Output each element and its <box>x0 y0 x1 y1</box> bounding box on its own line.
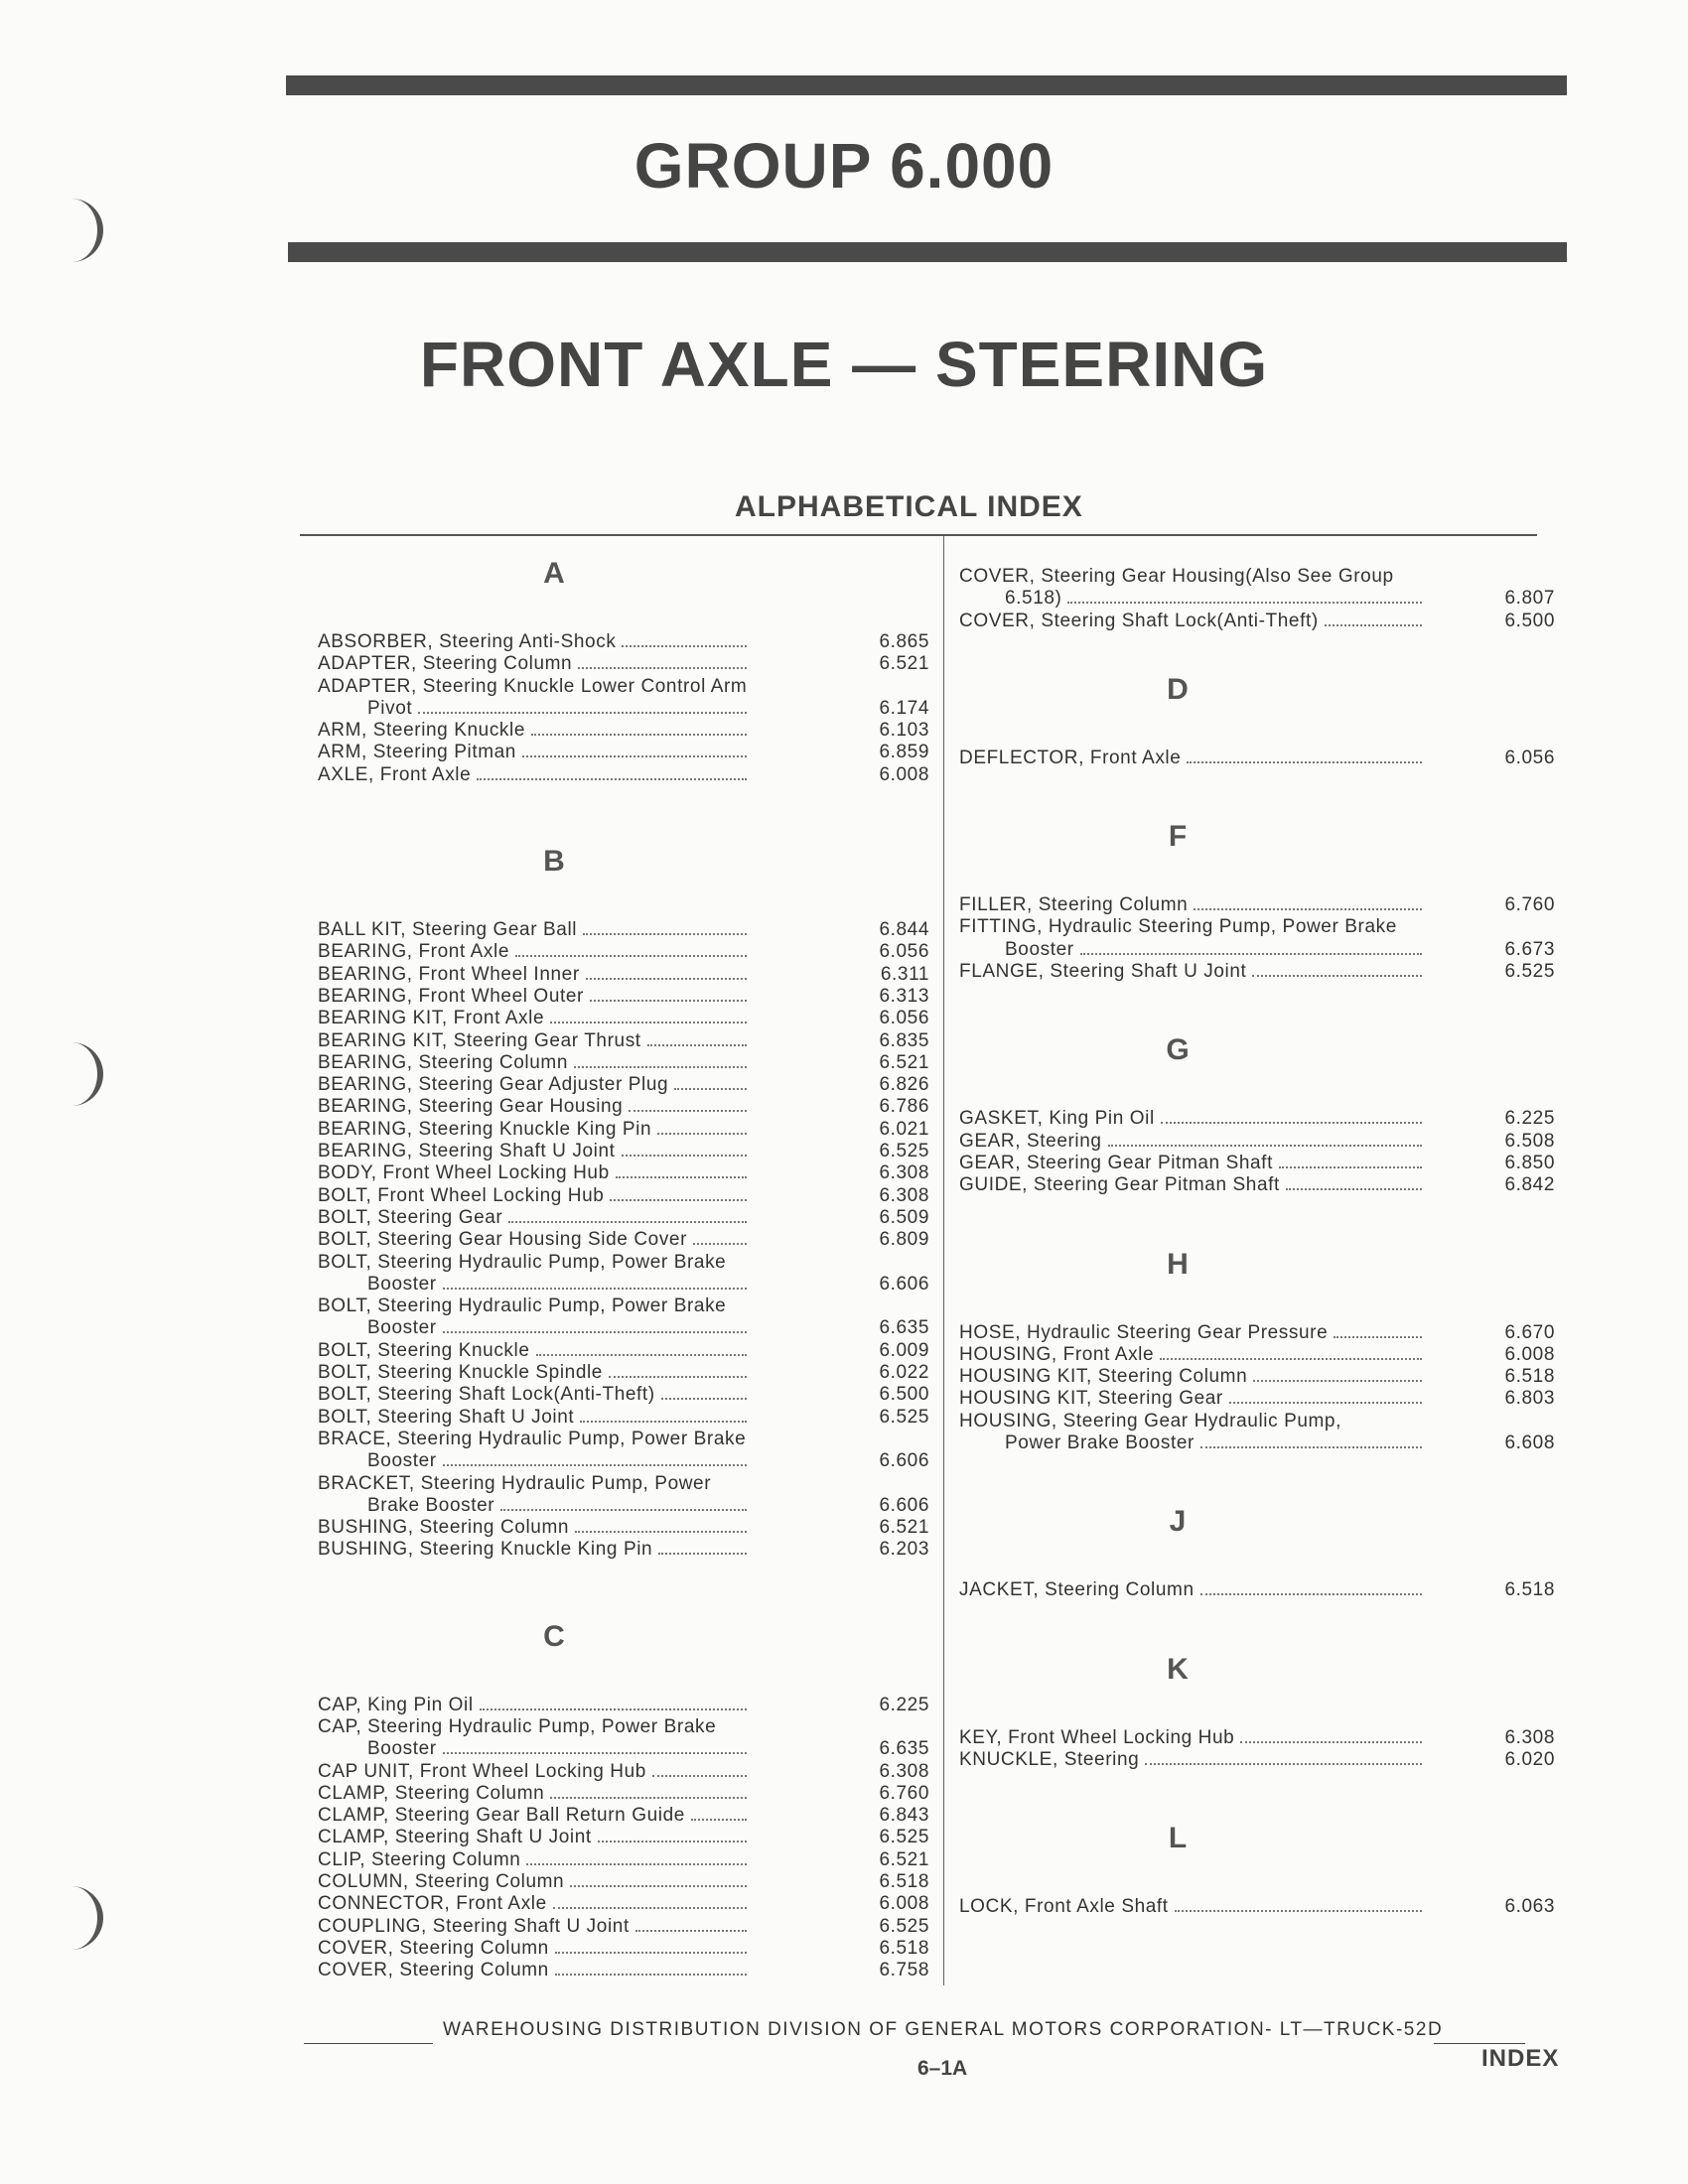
index-section <box>318 844 929 1562</box>
entry-page-number: 6.525 <box>879 1141 929 1162</box>
index-entry <box>959 748 1555 769</box>
dot-leader <box>480 1708 747 1710</box>
entry-page-number: 6.008 <box>879 1893 929 1915</box>
index-entry <box>318 1539 929 1561</box>
entry-page-number: 6.174 <box>879 697 929 719</box>
entry-label: ARM, Steering Pitman <box>318 742 516 763</box>
entry-label: FITTING, Hydraulic Steering Pump, Power Brake <box>959 916 1397 938</box>
entry-page-number: 6.525 <box>879 1827 929 1848</box>
entry-page-number: 6.521 <box>879 1517 929 1539</box>
index-entry <box>318 941 929 963</box>
index-entry <box>318 1407 929 1429</box>
dot-leader <box>575 1531 747 1533</box>
entry-label: COVER, Steering Shaft Lock(Anti-Theft) <box>959 610 1319 631</box>
entry-label: LOCK, Front Axle Shaft <box>959 1896 1169 1918</box>
dot-leader <box>583 933 747 935</box>
entry-label: KNUCKLE, Steering <box>959 1748 1140 1770</box>
index-entry <box>318 1473 929 1518</box>
entry-page-number: 6.021 <box>879 1118 929 1140</box>
index-entry <box>318 1141 929 1162</box>
entry-page-number: 6.020 <box>1504 1748 1555 1770</box>
dot-leader <box>693 1243 747 1245</box>
entry-page-number: 6.786 <box>879 1096 929 1118</box>
entry-label: CLAMP, Steering Shaft U Joint <box>318 1827 592 1848</box>
section-letter: L <box>1168 1822 1188 1855</box>
entry-page-number: 6.308 <box>879 1760 929 1782</box>
section-letter: G <box>1166 1033 1190 1067</box>
section-letter: C <box>543 1619 565 1653</box>
index-entry <box>318 1119 929 1141</box>
header-band-middle <box>288 242 1567 262</box>
entry-label: COVER, Steering Column <box>318 1960 549 1981</box>
entry-label: HOUSING KIT, Steering Column <box>959 1366 1248 1388</box>
entry-label: Booster <box>367 1450 437 1472</box>
dot-leader <box>1175 1910 1422 1912</box>
dot-leader <box>553 1907 747 1909</box>
index-entry <box>318 1783 929 1805</box>
page-number: 6–1A <box>917 2057 968 2080</box>
dot-leader <box>1252 975 1422 977</box>
index-entry <box>318 1296 929 1340</box>
entry-page-number: 6.509 <box>879 1206 929 1228</box>
index-entry <box>959 611 1555 632</box>
index-entry <box>959 1131 1555 1153</box>
dot-leader <box>555 1974 747 1976</box>
entry-label: Booster <box>367 1317 437 1339</box>
entry-label: DEFLECTOR, Front Axle <box>959 747 1182 768</box>
entry-page-number: 6.859 <box>879 742 929 763</box>
index-entry <box>318 720 929 742</box>
entry-label: BEARING, Steering Column <box>318 1051 568 1073</box>
entry-label: ADAPTER, Steering Knuckle Lower Control Arm <box>318 675 748 697</box>
entry-label: FILLER, Steering Column <box>959 894 1189 916</box>
index-entry <box>318 676 929 721</box>
entry-label: CAP UNIT, Front Wheel Locking Hub <box>318 1760 646 1782</box>
index-entry <box>318 764 929 786</box>
binder-hole-mark <box>70 1886 103 1950</box>
dot-leader <box>443 1752 747 1754</box>
index-entry <box>318 1207 929 1229</box>
entry-label: ABSORBER, Steering Anti-Shock <box>318 631 617 652</box>
dot-leader <box>526 1863 747 1865</box>
entry-label: BOLT, Steering Gear Housing Side Cover <box>318 1229 688 1251</box>
entry-page-number: 6.606 <box>879 1494 929 1516</box>
footer-rule-left <box>304 2043 433 2044</box>
section-letter: F <box>1168 820 1188 854</box>
entry-page-number: 6.635 <box>879 1317 929 1339</box>
entry-page-number: 6.518 <box>879 1937 929 1959</box>
entry-page-number: 6.525 <box>879 1406 929 1428</box>
dot-leader <box>508 1221 747 1223</box>
index-section <box>959 1821 1555 1918</box>
entry-label: HOSE, Hydraulic Steering Gear Pressure <box>959 1321 1329 1343</box>
index-section <box>959 672 1555 769</box>
entry-label: BUSHING, Steering Column <box>318 1517 570 1539</box>
index-entry <box>959 566 1555 611</box>
entry-label: ARM, Steering Knuckle <box>318 720 526 742</box>
entry-page-number: 6.835 <box>879 1029 929 1051</box>
dot-leader <box>443 1464 747 1466</box>
index-entry <box>318 1340 929 1362</box>
section-letter: H <box>1167 1247 1189 1281</box>
entry-page-number: 6.518 <box>1504 1366 1555 1388</box>
dot-leader <box>658 1553 747 1555</box>
section-letter: K <box>1167 1652 1189 1686</box>
dot-leader <box>598 1841 747 1843</box>
dot-leader <box>1325 624 1422 626</box>
dot-leader <box>1187 761 1422 763</box>
entry-label: HOUSING, Steering Gear Hydraulic Pump, <box>959 1410 1341 1432</box>
index-entry <box>318 742 929 763</box>
index-entry <box>318 1827 929 1848</box>
footer-rule-right <box>1434 2043 1525 2044</box>
dot-leader <box>1108 1145 1422 1147</box>
dot-leader <box>477 778 747 780</box>
index-entry <box>959 1727 1555 1749</box>
entry-page-number: 6.022 <box>879 1362 929 1384</box>
entry-label: BEARING, Steering Gear Housing <box>318 1096 624 1118</box>
dot-leader <box>657 1133 747 1135</box>
index-entry <box>318 1761 929 1783</box>
entry-page-number: 6.500 <box>879 1384 929 1406</box>
entry-label: AXLE, Front Axle <box>318 763 472 785</box>
entry-label: BEARING, Front Wheel Outer <box>318 985 584 1007</box>
entry-page-number: 6.518 <box>1504 1579 1555 1601</box>
index-entry <box>959 1579 1555 1601</box>
dot-leader <box>522 755 747 757</box>
dot-leader <box>580 1421 747 1423</box>
entry-label: BEARING KIT, Steering Gear Thrust <box>318 1029 641 1051</box>
section-letter: A <box>543 557 565 590</box>
dot-leader <box>1080 953 1422 955</box>
entry-label: GEAR, Steering Gear Pitman Shaft <box>959 1152 1273 1173</box>
dot-leader <box>536 1354 747 1356</box>
entry-label: BRACKET, Steering Hydraulic Pump, Power <box>318 1472 712 1494</box>
entry-page-number: 6.803 <box>1504 1388 1555 1410</box>
entry-label: FLANGE, Steering Shaft U Joint <box>959 961 1247 983</box>
index-entry <box>318 919 929 941</box>
index-entry <box>318 1362 929 1384</box>
entry-page-number: 6.203 <box>879 1539 929 1561</box>
entry-label: BOLT, Steering Gear <box>318 1206 503 1228</box>
entry-label: Power Brake Booster <box>1005 1433 1195 1454</box>
dot-leader <box>443 1331 747 1333</box>
dot-leader <box>661 1398 747 1400</box>
index-entry <box>318 1517 929 1539</box>
entry-label: BOLT, Steering Shaft Lock(Anti-Theft) <box>318 1384 655 1406</box>
entry-label: COLUMN, Steering Column <box>318 1871 565 1893</box>
index-entry <box>959 916 1555 961</box>
section-letter: J <box>1169 1505 1187 1539</box>
entry-label: BEARING, Front Wheel Inner <box>318 963 580 985</box>
entry-label: CAP, Steering Hydraulic Pump, Power Brake <box>318 1715 717 1737</box>
entry-page-number: 6.056 <box>879 1008 929 1029</box>
dot-leader <box>652 1775 747 1777</box>
entry-label: Booster <box>1005 938 1074 960</box>
entry-page-number: 6.308 <box>879 1162 929 1184</box>
entry-label: CLAMP, Steering Gear Ball Return Guide <box>318 1805 685 1827</box>
entry-label: BEARING, Steering Knuckle King Pin <box>318 1118 652 1140</box>
index-column-right <box>959 566 1555 1919</box>
dot-leader <box>610 1199 747 1201</box>
entry-label: GASKET, King Pin Oil <box>959 1108 1155 1130</box>
entry-page-number: 6.606 <box>879 1450 929 1472</box>
index-section <box>959 1032 1555 1196</box>
entry-page-number: 6.606 <box>879 1273 929 1295</box>
index-entry <box>959 1322 1555 1344</box>
index-entry <box>318 1384 929 1406</box>
entry-label: BRACE, Steering Hydraulic Pump, Power Brake <box>318 1428 747 1449</box>
entry-label: COUPLING, Steering Shaft U Joint <box>318 1915 630 1937</box>
entry-label: Brake Booster <box>367 1494 495 1516</box>
entry-label: GUIDE, Steering Gear Pitman Shaft <box>959 1174 1280 1196</box>
entry-page-number: 6.521 <box>879 653 929 675</box>
entry-label: CLIP, Steering Column <box>318 1848 521 1870</box>
index-section <box>959 1247 1555 1455</box>
index-entry <box>318 1096 929 1118</box>
index-entry <box>959 894 1555 916</box>
header-band-top <box>286 75 1567 95</box>
dot-leader <box>586 978 747 980</box>
entry-page-number: 6.103 <box>879 720 929 742</box>
entry-label: Booster <box>367 1738 437 1760</box>
dot-leader <box>443 1288 747 1290</box>
entry-page-number: 6.843 <box>879 1805 929 1827</box>
entry-label: BUSHING, Steering Knuckle King Pin <box>318 1539 653 1561</box>
index-entry <box>318 653 929 675</box>
index-section <box>959 566 1555 632</box>
index-section <box>959 1504 1555 1601</box>
dot-leader <box>1240 1741 1422 1743</box>
entry-page-number: 6.758 <box>879 1960 929 1981</box>
entry-label: BEARING, Front Axle <box>318 941 510 963</box>
dot-leader <box>500 1509 747 1511</box>
index-entry <box>959 961 1555 983</box>
index-entry <box>318 1162 929 1184</box>
entry-label: GEAR, Steering <box>959 1130 1102 1152</box>
index-entry <box>318 1074 929 1096</box>
entry-page-number: 6.525 <box>1504 961 1555 983</box>
index-entry <box>318 1916 929 1938</box>
dot-leader <box>691 1819 747 1821</box>
index-entry <box>318 986 929 1008</box>
dot-leader <box>578 667 747 669</box>
index-entry <box>318 1805 929 1827</box>
index-entry <box>318 1429 929 1473</box>
index-entry <box>318 964 929 986</box>
dot-leader <box>531 734 747 736</box>
entry-page-number: 6.807 <box>1504 588 1555 610</box>
entry-page-number: 6.673 <box>1504 938 1555 960</box>
index-entry <box>318 1893 929 1915</box>
entry-label: COVER, Steering Column <box>318 1937 549 1959</box>
entry-label: BEARING KIT, Front Axle <box>318 1008 545 1029</box>
index-entry <box>318 1849 929 1871</box>
entry-page-number: 6.525 <box>879 1915 929 1937</box>
index-entry <box>318 1695 929 1716</box>
entry-label: BOLT, Steering Shaft U Joint <box>318 1406 575 1428</box>
index-entry <box>318 1185 929 1207</box>
dot-leader <box>418 712 747 714</box>
index-top-rule <box>300 534 1537 536</box>
dot-leader <box>555 1952 747 1954</box>
page-title: FRONT AXLE — STEERING <box>419 329 1269 400</box>
index-entry <box>959 1344 1555 1366</box>
entry-page-number: 6.826 <box>879 1074 929 1096</box>
entry-label: HOUSING KIT, Steering Gear <box>959 1388 1223 1410</box>
section-label: INDEX <box>1481 2045 1560 2072</box>
entry-page-number: 6.809 <box>879 1229 929 1251</box>
index-entry <box>959 1174 1555 1196</box>
dot-leader <box>1160 1358 1422 1360</box>
entry-page-number: 6.865 <box>879 631 929 652</box>
entry-page-number: 6.008 <box>879 763 929 785</box>
entry-label: Booster <box>367 1273 437 1295</box>
entry-page-number: 6.063 <box>1504 1896 1555 1918</box>
entry-page-number: 6.308 <box>879 1184 929 1206</box>
dot-leader <box>1279 1166 1422 1168</box>
entry-label: BODY, Front Wheel Locking Hub <box>318 1162 610 1184</box>
entry-page-number: 6.844 <box>879 919 929 941</box>
dot-leader <box>550 1797 747 1799</box>
binder-hole-mark <box>70 1042 103 1106</box>
index-entry <box>318 1052 929 1074</box>
entry-page-number: 6.608 <box>1504 1433 1555 1454</box>
entry-page-number: 6.056 <box>879 941 929 963</box>
entry-page-number: 6.850 <box>1504 1152 1555 1173</box>
group-title: GROUP 6.000 <box>633 130 1055 202</box>
entry-page-number: 6.225 <box>879 1694 929 1715</box>
entry-label: COVER, Steering Gear Housing(Also See Group <box>959 566 1394 587</box>
entry-page-number: 6.521 <box>879 1848 929 1870</box>
dot-leader <box>1200 1446 1422 1448</box>
entry-page-number: 6.308 <box>1504 1726 1555 1748</box>
index-section <box>959 819 1555 983</box>
index-entry <box>318 1008 929 1029</box>
dot-leader <box>622 645 747 647</box>
index-entry <box>959 1896 1555 1918</box>
dot-leader <box>570 1885 747 1887</box>
index-subtitle: ALPHABETICAL INDEX <box>735 490 1083 523</box>
dot-leader <box>1194 908 1422 910</box>
entry-page-number: 6.760 <box>1504 894 1555 916</box>
index-entry <box>959 1366 1555 1388</box>
dot-leader <box>629 1110 747 1112</box>
index-entry <box>318 1252 929 1297</box>
footer-publisher: WAREHOUSING DISTRIBUTION DIVISION OF GENERAL MOTORS CORPORATION- LT—TRUCK-52D <box>443 2019 1444 2040</box>
dot-leader <box>1229 1402 1422 1404</box>
dot-leader <box>635 1930 747 1932</box>
entry-label: HOUSING, Front Axle <box>959 1343 1155 1365</box>
index-entry <box>318 1960 929 1981</box>
section-letter: D <box>1167 672 1189 706</box>
entry-label: BOLT, Steering Knuckle Spindle <box>318 1362 603 1384</box>
entry-page-number: 6.008 <box>1504 1343 1555 1365</box>
entry-label: BOLT, Steering Hydraulic Pump, Power Brake <box>318 1251 727 1273</box>
dot-leader <box>1253 1380 1422 1382</box>
index-entry <box>318 1938 929 1960</box>
index-entry <box>318 1871 929 1893</box>
binder-hole-mark <box>70 199 103 262</box>
entry-label: CONNECTOR, Front Axle <box>318 1893 547 1915</box>
entry-page-number: 6.009 <box>879 1339 929 1361</box>
entry-label: KEY, Front Wheel Locking Hub <box>959 1726 1235 1748</box>
dot-leader <box>515 955 747 957</box>
index-column-left <box>318 556 929 1982</box>
entry-page-number: 6.313 <box>879 985 929 1007</box>
entry-label: CAP, King Pin Oil <box>318 1694 474 1715</box>
entry-label: ADAPTER, Steering Column <box>318 653 573 675</box>
entry-label: BOLT, Steering Knuckle <box>318 1339 530 1361</box>
dot-leader <box>590 1000 747 1002</box>
entry-page-number: 6.635 <box>879 1738 929 1760</box>
index-section <box>318 1619 929 1982</box>
dot-leader <box>1286 1188 1422 1190</box>
entry-page-number: 6.518 <box>879 1871 929 1893</box>
index-entry <box>318 631 929 653</box>
dot-leader <box>1334 1336 1422 1338</box>
entry-page-number: 6.225 <box>1504 1108 1555 1130</box>
entry-label: BALL KIT, Steering Gear Ball <box>318 919 578 941</box>
entry-page-number: 6.760 <box>879 1782 929 1804</box>
entry-label: BEARING, Steering Gear Adjuster Plug <box>318 1074 669 1096</box>
dot-leader <box>647 1044 747 1046</box>
dot-leader <box>616 1176 747 1178</box>
entry-label: BOLT, Steering Hydraulic Pump, Power Brake <box>318 1296 727 1317</box>
entry-page-number: 6.521 <box>879 1051 929 1073</box>
dot-leader <box>1145 1763 1422 1765</box>
entry-page-number: 6.311 <box>880 963 929 985</box>
dot-leader <box>574 1066 747 1068</box>
dot-leader <box>550 1022 747 1024</box>
index-entry <box>959 1153 1555 1174</box>
index-entry <box>959 1749 1555 1771</box>
index-section <box>959 1652 1555 1772</box>
entry-label: BOLT, Front Wheel Locking Hub <box>318 1184 605 1206</box>
entry-page-number: 6.500 <box>1504 610 1555 631</box>
entry-page-number: 6.056 <box>1504 747 1555 768</box>
entry-page-number: 6.508 <box>1504 1130 1555 1152</box>
index-entry <box>318 1229 929 1251</box>
dot-leader <box>1067 602 1422 604</box>
index-section <box>318 556 929 786</box>
entry-page-number: 6.670 <box>1504 1321 1555 1343</box>
index-entry <box>318 1030 929 1052</box>
index-entry <box>959 1411 1555 1455</box>
dot-leader <box>1200 1593 1422 1595</box>
dot-leader <box>674 1088 747 1090</box>
entry-label: BEARING, Steering Shaft U Joint <box>318 1141 616 1162</box>
section-letter: B <box>543 845 565 879</box>
entry-label: 6.518) <box>1005 588 1062 610</box>
entry-label: CLAMP, Steering Column <box>318 1782 545 1804</box>
index-entry <box>318 1716 929 1761</box>
dot-leader <box>622 1155 748 1157</box>
index-entry <box>959 1388 1555 1410</box>
dot-leader <box>609 1376 747 1378</box>
dot-leader <box>1161 1122 1422 1124</box>
entry-label: Pivot <box>367 697 413 719</box>
index-entry <box>959 1108 1555 1130</box>
entry-page-number: 6.842 <box>1504 1174 1555 1196</box>
entry-label: JACKET, Steering Column <box>959 1579 1195 1601</box>
